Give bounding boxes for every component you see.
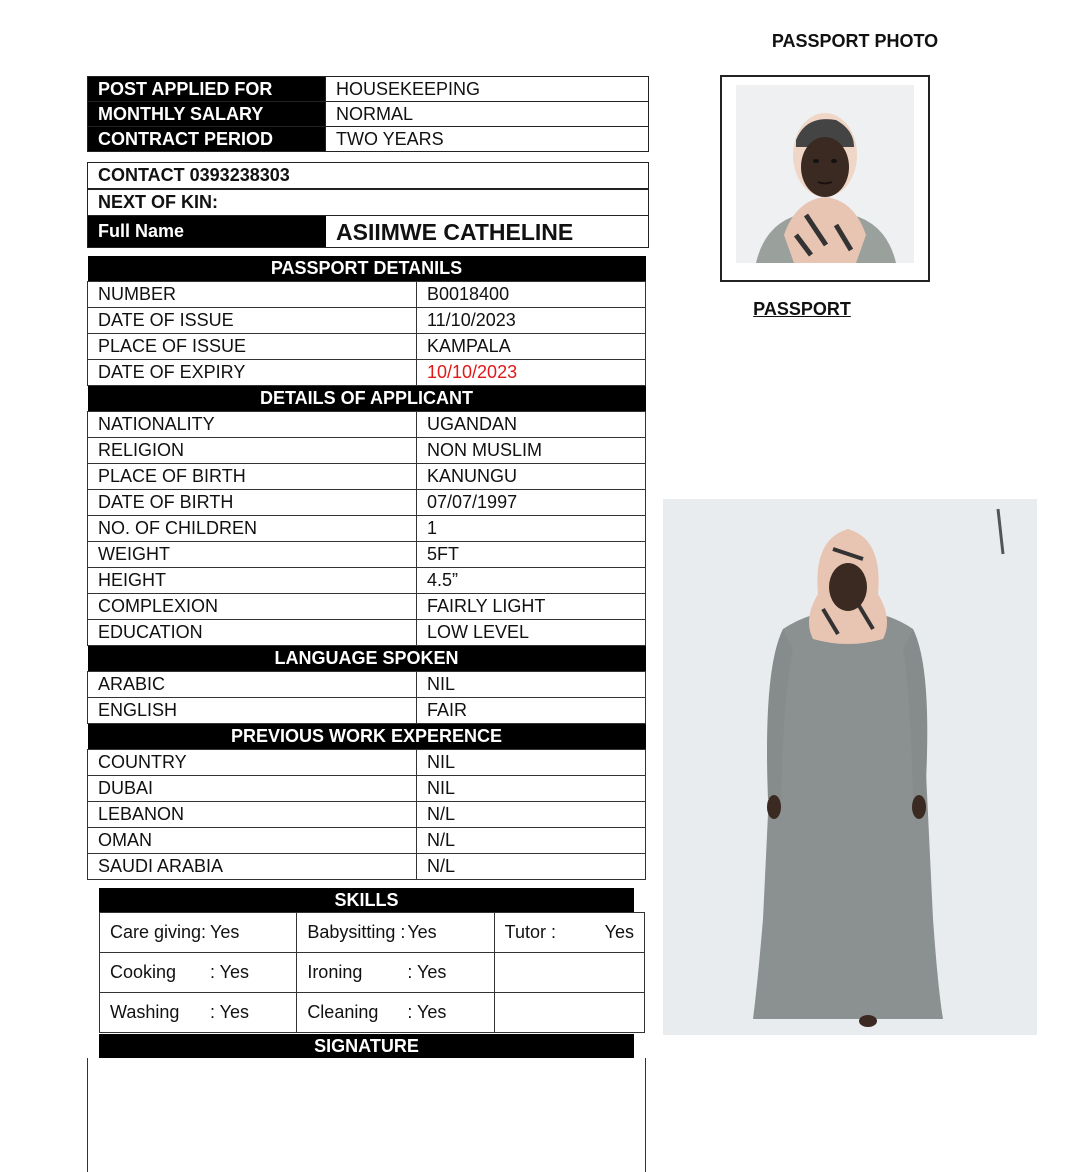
field-label: EDUCATION (88, 620, 417, 646)
header-value: TWO YEARS (326, 127, 649, 152)
table-row (88, 490, 646, 516)
languages-heading: LANGUAGE SPOKEN (88, 646, 646, 672)
table-row (88, 776, 646, 802)
table-row (88, 828, 646, 854)
field-value: 11/10/2023 (417, 308, 646, 334)
field-label: DATE OF EXPIRY (88, 360, 417, 386)
field-value: 07/07/1997 (417, 490, 646, 516)
passport-details-heading-row (88, 256, 646, 282)
field-value: UGANDAN (417, 412, 646, 438)
work-experience-heading: PREVIOUS WORK EXPERENCE (88, 724, 646, 750)
languages-heading-row (88, 646, 646, 672)
field-label: COUNTRY (88, 750, 417, 776)
skill-name: Cooking (110, 962, 177, 982)
skill-value: Yes (210, 922, 240, 942)
skill-name: Ironing (307, 962, 363, 982)
skill-value: : Yes (210, 1002, 250, 1022)
skill-cell (297, 993, 494, 1033)
table-row (88, 282, 646, 308)
skill-cell (100, 953, 297, 993)
skill-cell (297, 913, 494, 953)
skills-table (99, 912, 645, 1033)
field-label: HEIGHT (88, 568, 417, 594)
table-row (88, 672, 646, 698)
table-row (88, 594, 646, 620)
skill-cell (100, 913, 297, 953)
signature-box-left-border (87, 1058, 88, 1172)
skill-value: : Yes (210, 962, 250, 982)
field-label: RELIGION (88, 438, 417, 464)
table-row (88, 360, 646, 386)
full-name-label: Full Name (88, 216, 326, 247)
work-experience-heading-row (88, 724, 646, 750)
skill-name: Babysitting : (307, 922, 406, 942)
field-label: DATE OF ISSUE (88, 308, 417, 334)
field-value: B0018400 (417, 282, 646, 308)
skill-cell (297, 953, 494, 993)
skills-row (100, 993, 645, 1033)
table-row (88, 308, 646, 334)
field-label: ARABIC (88, 672, 417, 698)
field-value: NIL (417, 672, 646, 698)
skill-name: Care giving: (110, 922, 207, 942)
skills-heading: SKILLS (99, 888, 634, 912)
full-name-value: ASIIMWE CATHELINE (336, 219, 574, 245)
table-row (88, 568, 646, 594)
applicant-details-heading-row (88, 386, 646, 412)
header-row (88, 102, 649, 127)
field-value: 4.5” (417, 568, 646, 594)
full-name-row (87, 215, 649, 248)
header-label: POST APPLIED FOR (88, 77, 326, 102)
skill-name: Cleaning (307, 1002, 379, 1022)
skill-cell (494, 953, 644, 993)
contact-row: CONTACT 0393238303 (87, 162, 649, 189)
header-row (88, 127, 649, 152)
application-header-table (87, 76, 649, 152)
header-value: NORMAL (326, 102, 649, 127)
skill-name: Tutor : (504, 922, 556, 942)
table-row (88, 412, 646, 438)
field-value: NON MUSLIM (417, 438, 646, 464)
header-label: CONTRACT PERIOD (88, 127, 326, 152)
field-value: 1 (417, 516, 646, 542)
passport-details-heading: PASSPORT DETANILS (88, 256, 646, 282)
header-value: HOUSEKEEPING (326, 77, 649, 102)
table-row (88, 802, 646, 828)
table-row (88, 620, 646, 646)
applicant-details-heading: DETAILS OF APPLICANT (88, 386, 646, 412)
field-label: LEBANON (88, 802, 417, 828)
field-value: KANUNGU (417, 464, 646, 490)
skill-name: Washing (110, 1002, 180, 1022)
skill-value: Yes (407, 922, 437, 942)
applicant-details-table (87, 256, 646, 880)
skill-cell (494, 993, 644, 1033)
field-label: WEIGHT (88, 542, 417, 568)
header-label: MONTHLY SALARY (88, 102, 326, 127)
field-label: PLACE OF ISSUE (88, 334, 417, 360)
table-row (88, 698, 646, 724)
field-label: DATE OF BIRTH (88, 490, 417, 516)
skills-row (100, 953, 645, 993)
table-row (88, 542, 646, 568)
full-body-photo (663, 499, 1037, 1035)
field-label: PLACE OF BIRTH (88, 464, 417, 490)
field-value: KAMPALA (417, 334, 646, 360)
field-value: N/L (417, 854, 646, 880)
skill-cell (494, 913, 644, 953)
signature-box-right-border (645, 1058, 646, 1172)
field-value: 5FT (417, 542, 646, 568)
field-value: FAIR (417, 698, 646, 724)
next-of-kin-row: NEXT OF KIN: (87, 189, 649, 216)
signature-heading: SIGNATURE (99, 1034, 634, 1058)
field-label: SAUDI ARABIA (88, 854, 417, 880)
table-row (88, 464, 646, 490)
field-label: COMPLEXION (88, 594, 417, 620)
field-label: ENGLISH (88, 698, 417, 724)
field-label: NO. OF CHILDREN (88, 516, 417, 542)
skills-row (100, 913, 645, 953)
field-value: FAIRLY LIGHT (417, 594, 646, 620)
field-value: NIL (417, 750, 646, 776)
header-row (88, 77, 649, 102)
skill-cell (100, 993, 297, 1033)
passport-photo-frame (720, 75, 930, 282)
field-label: OMAN (88, 828, 417, 854)
table-row (88, 334, 646, 360)
skill-value: Yes (604, 922, 634, 942)
skill-value: : Yes (407, 1002, 447, 1022)
field-value: LOW LEVEL (417, 620, 646, 646)
field-value: N/L (417, 802, 646, 828)
skill-value: : Yes (407, 962, 447, 982)
field-label: NUMBER (88, 282, 417, 308)
table-row (88, 438, 646, 464)
field-label: DUBAI (88, 776, 417, 802)
table-row (88, 516, 646, 542)
field-value: N/L (417, 828, 646, 854)
passport-caption: PASSPORT (753, 299, 851, 319)
table-row (88, 854, 646, 880)
field-value: 10/10/2023 (417, 360, 646, 386)
passport-photo-title: PASSPORT PHOTO (771, 31, 939, 51)
field-value: NIL (417, 776, 646, 802)
field-label: NATIONALITY (88, 412, 417, 438)
table-row (88, 750, 646, 776)
passport-photo (736, 85, 914, 263)
